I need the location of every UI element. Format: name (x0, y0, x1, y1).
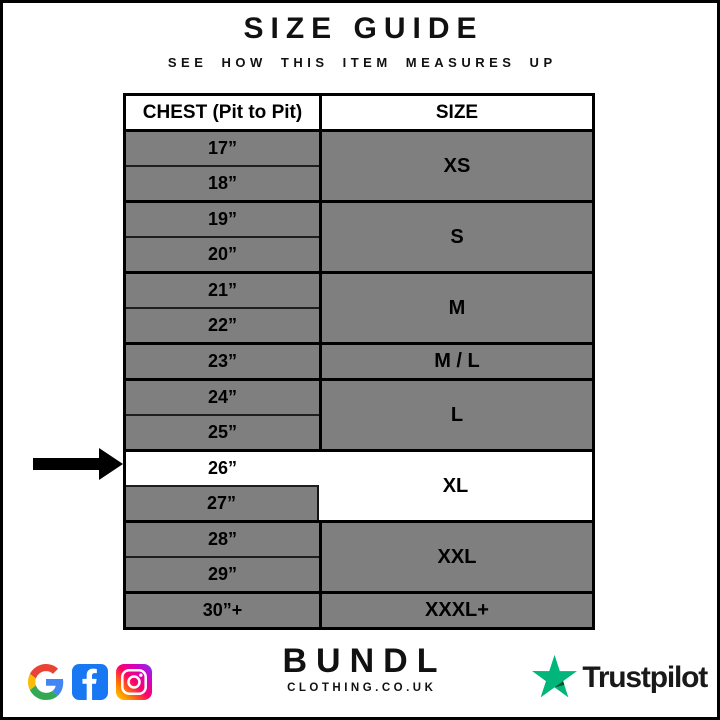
chest-cell-highlighted: 26” (126, 449, 319, 485)
table-row (126, 200, 592, 236)
size-cell: L (319, 378, 592, 449)
chest-cell: 25” (126, 414, 319, 449)
size-cell: S (319, 200, 592, 271)
table-row (126, 132, 592, 165)
table-row (126, 378, 592, 414)
chest-cell: 28” (126, 520, 319, 556)
size-table-wrap (123, 93, 595, 630)
chest-cell: 29” (126, 556, 319, 591)
size-cell: M (319, 271, 592, 342)
chest-cell: 21” (126, 271, 319, 307)
brand-name: BUNDL (282, 642, 447, 680)
size-cell: XXXL+ (319, 591, 592, 627)
size-cell: XS (319, 132, 592, 200)
highlight-arrow-icon (33, 448, 123, 480)
chest-cell: 20” (126, 236, 319, 271)
page-title: SIZE GUIDE (243, 12, 484, 45)
page-subtitle: SEE HOW THIS ITEM MEASURES UP (167, 55, 557, 70)
trustpilot-wordmark: Trustpilot (582, 661, 707, 694)
table-header-row (126, 96, 592, 132)
trustpilot-star-icon (532, 654, 577, 702)
size-column-header: SIZE (319, 96, 592, 132)
chest-cell: 19” (126, 200, 319, 236)
chest-cell: 24” (126, 378, 319, 414)
brand-domain: CLOTHING.CO.UK (287, 682, 437, 694)
chest-cell: 30”+ (126, 591, 319, 627)
chest-cell: 18” (126, 165, 319, 200)
chest-cell: 23” (126, 342, 319, 378)
size-table (123, 93, 595, 630)
chest-cell: 27” (126, 485, 319, 520)
chest-column-header: CHEST (Pit to Pit) (126, 96, 319, 132)
size-cell: XXL (319, 520, 592, 591)
size-cell-highlighted: XL (319, 449, 592, 520)
table-row (126, 271, 592, 307)
table-row-highlighted (126, 449, 592, 485)
table-row (126, 520, 592, 556)
trustpilot-logo[interactable] (532, 654, 707, 702)
chest-cell: 17” (126, 132, 319, 165)
size-cell: M / L (319, 342, 592, 378)
table-row (126, 591, 592, 627)
chest-cell: 22” (126, 307, 319, 342)
table-row (126, 342, 592, 378)
